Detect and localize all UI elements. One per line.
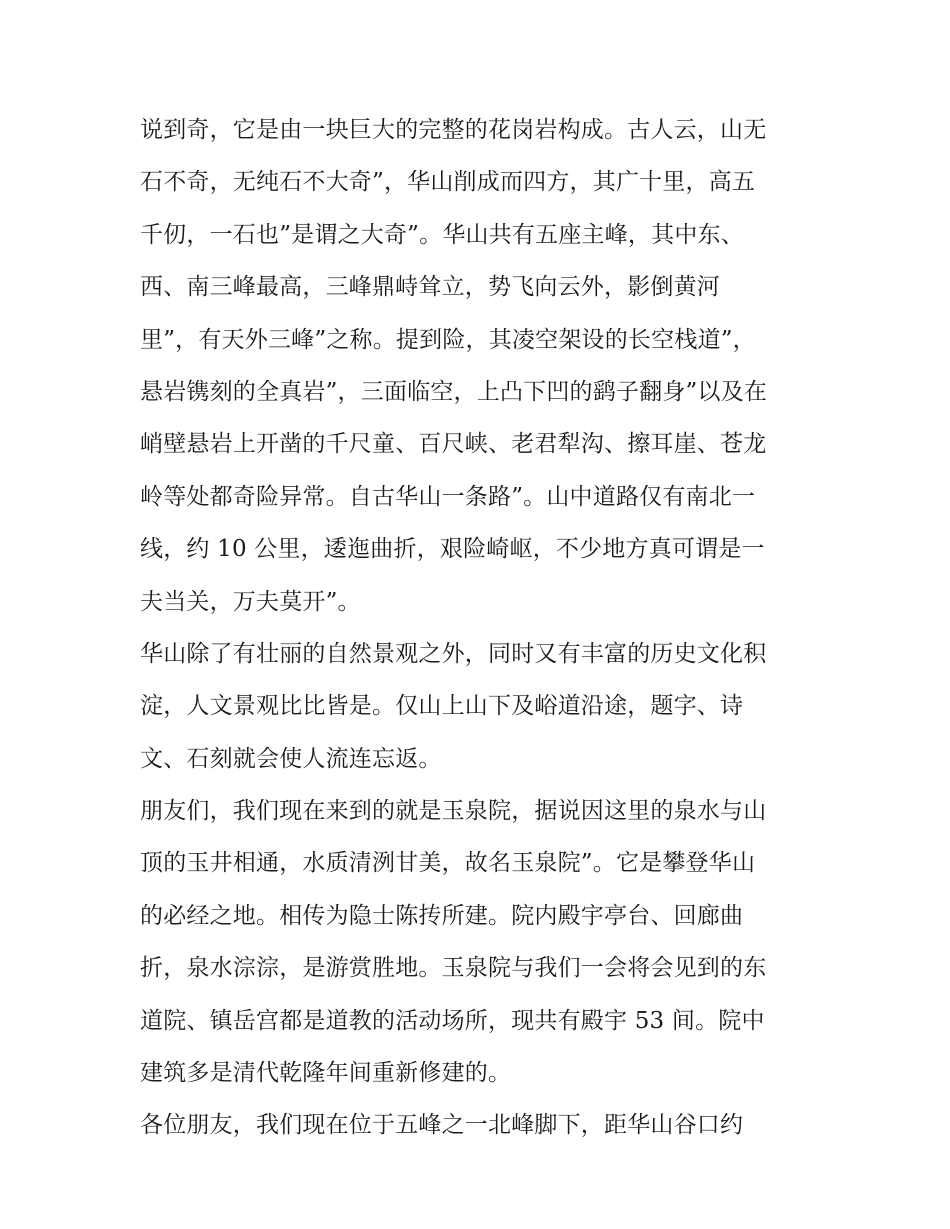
paragraph-north-peak — [140, 1099, 820, 1151]
text-line: 石不奇，无纯石不大奇”，华山削成而四方，其广十里，高五 — [140, 169, 756, 196]
text-line: 各位朋友，我们现在位于五峰之一北峰脚下，距华山谷口约 — [140, 1112, 744, 1139]
text-line: 朋友们，我们现在来到的就是玉泉院，据说因这里的泉水与山 — [140, 798, 767, 825]
text-line: 折，泉水淙淙，是游赏胜地。玉泉院与我们一会将会见到的东 — [140, 955, 767, 982]
paragraph-huashan-qi-xian — [140, 104, 820, 628]
text-line: 悬岩镌刻的全真岩”，三面临空，上凸下凹的鹞子翻身”以及在 — [140, 378, 768, 405]
paragraph-yuquan-yuan — [140, 785, 820, 1099]
text-line: 峭壁悬岩上开凿的千尺童、百尺峡、老君犁沟、擦耳崖、苍龙 — [140, 431, 767, 458]
text-line: 夫当关，万夫莫开”。 — [140, 588, 361, 615]
text-line: 线，约 10 公里，逶迤曲折，艰险崎岖，不少地方真可谓是一 — [140, 536, 765, 563]
text-line: 华山除了有壮丽的自然景观之外，同时又有丰富的历史文化积 — [140, 640, 767, 667]
document-body — [140, 104, 820, 1152]
text-line: 西、南三峰最高，三峰鼎峙耸立，势飞向云外，影倒黄河 — [140, 274, 720, 301]
text-line: 道院、镇岳宫都是道教的活动场所，现共有殿宇 53 间。院中 — [140, 1007, 765, 1034]
paragraph-huashan-culture — [140, 628, 820, 785]
text-line: 淀，人文景观比比皆是。仅山上山下及峪道沿途，题字、诗 — [140, 693, 744, 720]
text-line: 里”，有天外三峰”之称。提到险，其凌空架设的长空栈道”， — [140, 326, 756, 353]
text-line: 文、石刻就会使人流连忘返。 — [140, 745, 442, 772]
text-line: 的必经之地。相传为隐士陈抟所建。院内殿宇亭台、回廊曲 — [140, 902, 744, 929]
text-line: 建筑多是清代乾隆年间重新修建的。 — [140, 1060, 512, 1087]
text-line: 岭等处都奇险异常。自古华山一条路”。山中道路仅有南北一 — [140, 483, 756, 510]
text-line: 顶的玉井相通，水质清洌甘美，故名玉泉院”。它是攀登华山 — [140, 850, 756, 877]
text-line: 千仞，一石也”是谓之大奇”。华山共有五座主峰，其中东、 — [140, 221, 744, 248]
text-line: 说到奇，它是由一块巨大的完整的花岗岩构成。古人云，山无 — [140, 117, 767, 143]
